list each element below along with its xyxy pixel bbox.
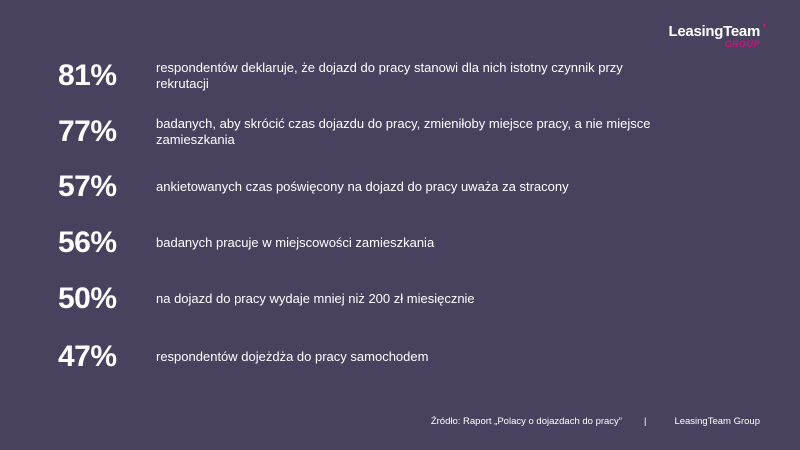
stat-percent: 56% — [58, 226, 117, 259]
stat-item — [58, 228, 678, 258]
stat-text: respondentów deklaruje, że dojazd do pracy stanowi dla nich istotny czynnik przy rekrutacji — [156, 60, 623, 91]
stat-text: badanych pracuje w miejscowości zamieszkania — [156, 235, 435, 250]
logo-dot-icon — [763, 24, 766, 27]
stat-text: na dojazd do pracy wydaje mniej niż 200 zł miesięcznie — [156, 291, 475, 306]
stat-text: ankietowanych czas poświęcony na dojazd do pracy uważa za stracony — [156, 179, 569, 194]
stat-percent: 47% — [58, 340, 117, 373]
stat-item — [58, 284, 678, 314]
footer-separator: | — [643, 416, 647, 427]
brand-logo — [669, 24, 760, 49]
stat-percent: 50% — [58, 282, 117, 315]
stat-item — [58, 172, 678, 202]
stat-item — [58, 60, 678, 92]
logo-brand-text: LeasingTeam — [668, 23, 760, 40]
stat-percent: 57% — [58, 170, 117, 203]
stat-text: respondentów dojeżdża do pracy samochodem — [156, 349, 429, 364]
footer — [431, 416, 760, 427]
stat-item — [58, 116, 678, 148]
logo-sub-text: GROUP — [724, 39, 760, 49]
stat-item — [58, 342, 678, 372]
source-note: Źródło: Raport „Polacy o dojazdach do pracy” — [430, 416, 622, 427]
stat-text: badanych, aby skrócić czas dojazdu do pracy, zmieniłoby miejsce pracy, a nie miejsce zamieszkania — [156, 116, 651, 147]
stat-percent: 81% — [58, 59, 117, 92]
footer-brand: LeasingTeam Group — [674, 416, 760, 427]
stat-percent: 77% — [58, 115, 117, 148]
